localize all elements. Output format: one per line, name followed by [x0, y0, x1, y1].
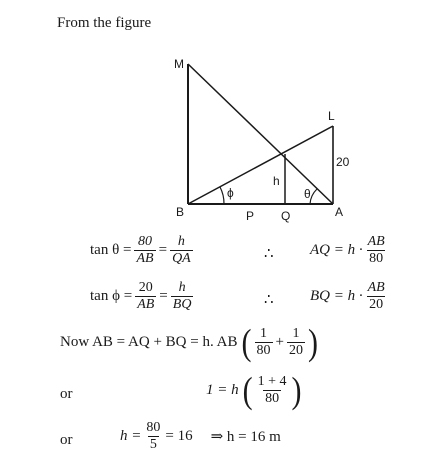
eq1-frac2 — [170, 234, 193, 267]
eq3-frac1-num: 1 — [260, 326, 267, 341]
equation-bq — [310, 280, 390, 313]
eq2-frac1-den: AB — [137, 297, 155, 312]
eq1-frac2-num: h — [177, 234, 185, 249]
eq2-frac2-num: h — [178, 280, 186, 295]
eq4-frac-den: 80 — [265, 391, 280, 406]
eq2-frac3-den: 20 — [369, 297, 384, 312]
geometry-figure — [170, 52, 370, 224]
intro-text: From the figure — [57, 15, 152, 31]
eq1-frac3-num: AB — [367, 234, 385, 249]
eq5-frac — [144, 420, 162, 453]
eq2-frac3 — [366, 280, 387, 313]
eq5-lhs: h = — [120, 428, 142, 444]
eq4-or: or — [60, 386, 73, 402]
eq4-close-paren: ) — [291, 369, 302, 411]
label-20: 20 — [336, 155, 350, 169]
eq2-frac2 — [171, 280, 194, 313]
label-h: h — [273, 174, 280, 188]
eq3-frac1 — [255, 326, 273, 359]
eq2-lhs: tan ϕ = — [90, 288, 133, 304]
eq3-text: Now AB = AQ + BQ = h. AB — [60, 334, 238, 350]
label-m: M — [174, 57, 184, 71]
label-a: A — [335, 205, 344, 219]
equation-one — [206, 369, 302, 411]
eq5-frac-num: 80 — [146, 420, 161, 435]
eq3-frac2 — [287, 326, 305, 359]
eq3-close-paren: ) — [307, 321, 318, 363]
eq2-frac1-num: 20 — [138, 280, 153, 295]
eq5-rhs: = 16 — [165, 428, 193, 444]
label-b: B — [176, 205, 185, 219]
eq1-frac3-den: 80 — [369, 251, 384, 266]
eq3-open-paren: ( — [241, 321, 252, 363]
equation-ab-sum — [60, 321, 318, 363]
eq2-therefore: ∴ — [264, 292, 274, 308]
eq3-plus: + — [275, 334, 284, 350]
angle-arc-phi — [220, 187, 224, 204]
hypotenuse-bl — [188, 126, 333, 204]
eq1-frac1-den: AB — [136, 251, 154, 266]
eq3-frac1-den: 80 — [256, 343, 271, 358]
eq1-lhs: tan θ = — [90, 242, 132, 258]
eq2-equals: = — [159, 288, 168, 304]
angle-arc-theta — [310, 189, 317, 204]
eq1-frac2-den: QA — [172, 251, 191, 266]
label-p: P — [246, 209, 255, 223]
eq2-frac3-num: AB — [367, 280, 385, 295]
eq5-or: or — [60, 432, 73, 448]
eq1-frac1-num: 80 — [138, 234, 153, 249]
label-phi: ϕ — [227, 186, 234, 200]
eq2-rhs: BQ = h · — [310, 288, 363, 304]
eq3-frac2-num: 1 — [292, 326, 300, 341]
eq2-frac2-den: BQ — [172, 297, 192, 312]
eq1-frac1 — [134, 234, 155, 267]
eq1-frac3 — [366, 234, 387, 267]
eq5-result: ⇒ h = 16 m — [210, 429, 281, 445]
equation-aq — [310, 234, 390, 267]
eq1-therefore: ∴ — [264, 246, 274, 262]
eq1-rhs: AQ = h · — [310, 242, 363, 258]
eq5-frac-den: 5 — [149, 437, 157, 452]
eq4-text: 1 = h — [206, 382, 239, 398]
label-theta: θ — [304, 187, 311, 201]
equation-tan-phi — [90, 280, 196, 313]
equation-tan-theta — [90, 234, 196, 267]
eq4-open-paren: ( — [242, 369, 253, 411]
label-l: L — [328, 109, 335, 123]
eq4-frac — [256, 374, 289, 407]
equation-final — [120, 420, 281, 453]
eq2-frac1 — [135, 280, 156, 313]
hypotenuse-ma — [188, 64, 333, 204]
eq3-frac2-den: 20 — [288, 343, 303, 358]
label-q: Q — [281, 209, 291, 223]
eq1-equals: = — [158, 242, 168, 258]
eq4-frac-num: 1 + 4 — [257, 374, 287, 389]
